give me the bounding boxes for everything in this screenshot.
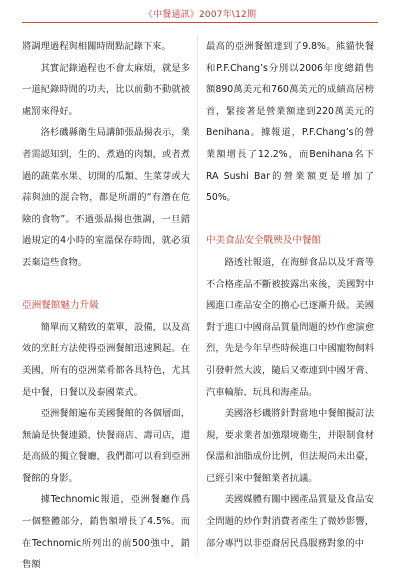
paragraph: 亞洲餐館遍布美國餐館的各個層面，無論是快餐連鎖、快餐商店、壽司店，還是高級的獨立餐廳，我們都可以看到亞洲餐館的身影。 — [22, 408, 190, 484]
right-column — [206, 36, 374, 554]
newsletter-title: 《中餐通訊》2007年\12期 — [143, 10, 257, 20]
paragraph: 洛杉磯縣衛生局講師張晶揚表示，業者需認知到，生的、煮過的肉類，或者煮過的蔬菜水果、切開的瓜類、生菜芽或大蒜與油的混合物，都是所謂的“有潛在危險的食物”。不過張晶揚也強調，一旦錯過規定的4小時的室溫保存時間，就必須丟棄這些食物。 — [22, 127, 190, 268]
paragraph: 美國洛杉磯將針對當地中餐館擬訂法規，要求業者加強環境衛生，并限制食材保溫和油脂成份比例，但法規尚未出臺，已經引來中餐館業者抗議。 — [206, 408, 374, 484]
paragraph: 將調理過程與相關時間點記錄下來。 — [22, 41, 171, 52]
paragraph: 最高的亞洲餐館達到了9.8%。熊貓快餐和P.F.Chang’s分別以2006年度總銷售額890萬美元和760萬美元的成績高居榜首，緊接著是營業額達到220萬美元的Benihana。據報道，P.F.Chang’s的營業額增長了12.2%，而Benihana名下RA Sushi Bar的營業額更是增加了50%。 — [206, 41, 374, 204]
section-heading: 中美食品安全戰殃及中餐館 — [206, 235, 322, 247]
paragraph: 美國媒體有關中國產品質量及食品安全問題的炒作對消費者產生了微妙影響，部分專門以非亞裔居民爲服務對象的中 — [206, 494, 374, 549]
spacer — [22, 274, 190, 296]
header-divider — [22, 22, 378, 23]
column-divider — [197, 34, 198, 554]
page-header — [0, 0, 400, 28]
paragraph: 路透社報道，在海鮮食品以及牙膏等不合格產品不斷被披露出來後，美國對中國進口產品安全的擔心已逐漸升級。美國對于進口中國商品質量問題的炒作愈演愈烈，先是今年早些時候進口中國寵物飼料引發軒然大波，隨后又牽連到中國牙膏、汽車輪胎、玩具和海產品。 — [206, 256, 374, 398]
spacer — [206, 209, 374, 231]
paragraph: 據Technomic報道，亞洲餐廳作爲一個整體部分，銷售額增長了4.5%。而在Technomic所列出的前500強中，銷售額 — [22, 494, 190, 571]
paragraph: 其實記錄過程也不會太麻煩，就是多一道紀錄時間的功夫，比以前動不動就被處罰來得好。 — [22, 62, 190, 117]
section-heading: 亞洲餐館魅力升級 — [22, 300, 99, 312]
paragraph: 簡單而又精致的菜單，設備，以及高效的烹飪方法使得亞洲餐館迅速興起。在美國，所有的亞洲菜肴都各具特色，尤其是中餐，日餐以及泰國菜式。 — [22, 321, 190, 398]
left-column — [22, 36, 190, 576]
